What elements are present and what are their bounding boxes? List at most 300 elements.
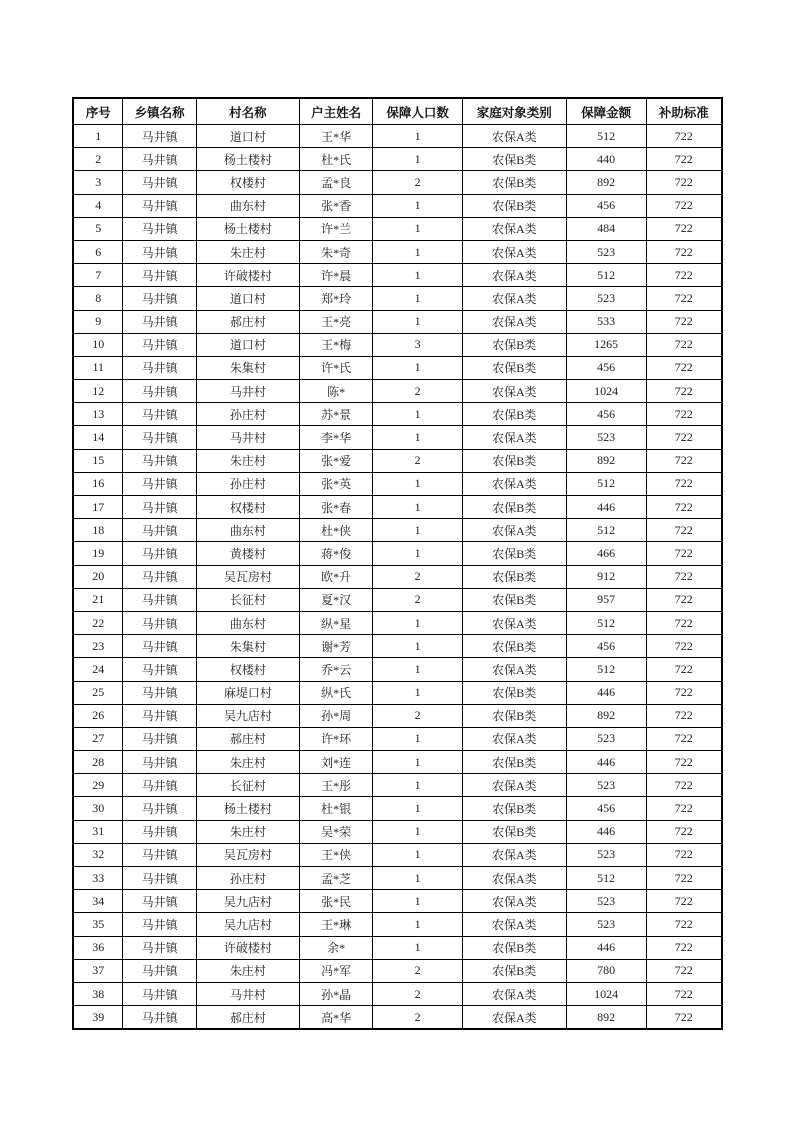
table-cell: 2	[373, 171, 463, 194]
table-cell: 456	[566, 797, 646, 820]
table-cell: 7	[73, 264, 123, 287]
table-cell: 孙*晶	[299, 982, 372, 1005]
table-cell: 曲东村	[196, 519, 299, 542]
table-cell: 马井镇	[123, 936, 196, 959]
table-cell: 冯*军	[299, 959, 372, 982]
table-row	[73, 449, 722, 472]
table-cell: 30	[73, 797, 123, 820]
table-cell: 张*春	[299, 496, 372, 519]
table-cell: 24	[73, 658, 123, 681]
table-cell: 12	[73, 380, 123, 403]
table-cell: 5	[73, 217, 123, 240]
table-row	[73, 125, 722, 148]
table-cell: 3	[73, 171, 123, 194]
table-cell: 25	[73, 681, 123, 704]
table-cell: 农保B类	[462, 588, 566, 611]
table-row	[73, 751, 722, 774]
table-cell: 马井镇	[123, 704, 196, 727]
table-cell: 农保A类	[462, 426, 566, 449]
table-cell: 权楼村	[196, 171, 299, 194]
table-cell: 农保B类	[462, 797, 566, 820]
table-cell: 1	[373, 843, 463, 866]
table-cell: 1	[373, 496, 463, 519]
table-cell: 许*氏	[299, 356, 372, 379]
table-row	[73, 982, 722, 1005]
table-cell: 郝庄村	[196, 1006, 299, 1030]
table-cell: 31	[73, 820, 123, 843]
table-cell: 农保B类	[462, 496, 566, 519]
table-cell: 乔*云	[299, 658, 372, 681]
table-cell: 马井村	[196, 380, 299, 403]
table-row	[73, 704, 722, 727]
table-cell: 道口村	[196, 287, 299, 310]
table-cell: 杜*侠	[299, 519, 372, 542]
table-cell: 农保A类	[462, 125, 566, 148]
table-cell: 892	[566, 449, 646, 472]
table-cell: 2	[373, 704, 463, 727]
table-cell: 446	[566, 681, 646, 704]
table-cell: 马井镇	[123, 380, 196, 403]
column-header: 保障人口数	[373, 98, 463, 125]
table-cell: 446	[566, 496, 646, 519]
table-cell: 722	[646, 264, 722, 287]
table-cell: 马井镇	[123, 287, 196, 310]
table-cell: 15	[73, 449, 123, 472]
table-cell: 4	[73, 194, 123, 217]
table-cell: 黄楼村	[196, 542, 299, 565]
table-cell: 446	[566, 751, 646, 774]
table-cell: 1	[373, 681, 463, 704]
table-cell: 郝庄村	[196, 727, 299, 750]
table-cell: 许*晨	[299, 264, 372, 287]
table-cell: 农保A类	[462, 310, 566, 333]
table-cell: 李*华	[299, 426, 372, 449]
table-cell: 722	[646, 519, 722, 542]
table-cell: 512	[566, 472, 646, 495]
table-cell: 许破楼村	[196, 936, 299, 959]
table-cell: 456	[566, 635, 646, 658]
table-cell: 杨土楼村	[196, 148, 299, 171]
table-cell: 1	[373, 727, 463, 750]
table-cell: 马井镇	[123, 449, 196, 472]
table-cell: 722	[646, 217, 722, 240]
table-cell: 吴九店村	[196, 913, 299, 936]
table-cell: 722	[646, 797, 722, 820]
table-cell: 26	[73, 704, 123, 727]
table-cell: 512	[566, 867, 646, 890]
table-cell: 马井镇	[123, 982, 196, 1005]
table-cell: 朱*奇	[299, 240, 372, 263]
table-cell: 28	[73, 751, 123, 774]
table-cell: 1	[373, 774, 463, 797]
table-cell: 1	[373, 519, 463, 542]
table-cell: 曲东村	[196, 611, 299, 634]
table-cell: 蒋*俊	[299, 542, 372, 565]
table-cell: 33	[73, 867, 123, 890]
table-cell: 马井镇	[123, 356, 196, 379]
table-cell: 456	[566, 403, 646, 426]
table-cell: 权楼村	[196, 658, 299, 681]
table-cell: 1024	[566, 982, 646, 1005]
table-cell: 高*华	[299, 1006, 372, 1030]
table-cell: 722	[646, 472, 722, 495]
table-row	[73, 356, 722, 379]
table-cell: 10	[73, 333, 123, 356]
table-cell: 马井村	[196, 426, 299, 449]
table-cell: 523	[566, 287, 646, 310]
table-cell: 马井镇	[123, 890, 196, 913]
table-cell: 农保B类	[462, 148, 566, 171]
table-cell: 马井镇	[123, 658, 196, 681]
table-cell: 1	[373, 635, 463, 658]
table-cell: 22	[73, 611, 123, 634]
table-cell: 马井镇	[123, 588, 196, 611]
table-cell: 许*兰	[299, 217, 372, 240]
table-row	[73, 867, 722, 890]
table-cell: 王*亮	[299, 310, 372, 333]
table-row	[73, 310, 722, 333]
table-cell: 长征村	[196, 774, 299, 797]
table-cell: 马井镇	[123, 264, 196, 287]
table-row	[73, 240, 722, 263]
table-cell: 农保A类	[462, 658, 566, 681]
table-cell: 马井镇	[123, 843, 196, 866]
table-cell: 3	[373, 333, 463, 356]
table-cell: 722	[646, 843, 722, 866]
table-cell: 夏*汉	[299, 588, 372, 611]
table-cell: 刘*连	[299, 751, 372, 774]
table-cell: 13	[73, 403, 123, 426]
table-cell: 张*民	[299, 890, 372, 913]
table-cell: 农保B类	[462, 751, 566, 774]
table-cell: 722	[646, 982, 722, 1005]
table-cell: 23	[73, 635, 123, 658]
table-cell: 32	[73, 843, 123, 866]
table-row	[73, 403, 722, 426]
table-cell: 523	[566, 890, 646, 913]
table-cell: 马井镇	[123, 867, 196, 890]
subsidy-table	[72, 97, 723, 1030]
table-cell: 长征村	[196, 588, 299, 611]
table-cell: 余*	[299, 936, 372, 959]
table-row	[73, 333, 722, 356]
table-row	[73, 519, 722, 542]
table-cell: 523	[566, 727, 646, 750]
table-cell: 农保A类	[462, 519, 566, 542]
column-header: 乡镇名称	[123, 98, 196, 125]
table-cell: 1	[373, 751, 463, 774]
table-cell: 1	[373, 890, 463, 913]
table-cell: 722	[646, 704, 722, 727]
table-cell: 523	[566, 913, 646, 936]
table-cell: 农保B类	[462, 681, 566, 704]
table-cell: 1024	[566, 380, 646, 403]
table-cell: 王*华	[299, 125, 372, 148]
table-cell: 1	[373, 611, 463, 634]
table-cell: 1	[373, 287, 463, 310]
table-cell: 35	[73, 913, 123, 936]
table-cell: 892	[566, 1006, 646, 1030]
table-cell: 农保B类	[462, 704, 566, 727]
table-cell: 农保A类	[462, 982, 566, 1005]
table-cell: 农保A类	[462, 472, 566, 495]
table-cell: 17	[73, 496, 123, 519]
table-cell: 农保A类	[462, 380, 566, 403]
table-cell: 农保B类	[462, 333, 566, 356]
table-cell: 2	[373, 959, 463, 982]
table-cell: 1	[373, 913, 463, 936]
table-cell: 18	[73, 519, 123, 542]
table-cell: 张*香	[299, 194, 372, 217]
table-cell: 吴瓦房村	[196, 565, 299, 588]
table-cell: 杨土楼村	[196, 217, 299, 240]
table-cell: 722	[646, 867, 722, 890]
table-cell: 吴九店村	[196, 704, 299, 727]
table-cell: 农保A类	[462, 264, 566, 287]
table-cell: 37	[73, 959, 123, 982]
table-cell: 722	[646, 194, 722, 217]
table-row	[73, 194, 722, 217]
table-row	[73, 635, 722, 658]
table-cell: 农保B类	[462, 635, 566, 658]
table-cell: 欧*升	[299, 565, 372, 588]
table-cell: 523	[566, 843, 646, 866]
table-cell: 马井镇	[123, 774, 196, 797]
table-cell: 1	[373, 148, 463, 171]
table-cell: 权楼村	[196, 496, 299, 519]
table-cell: 523	[566, 426, 646, 449]
table-cell: 27	[73, 727, 123, 750]
table-cell: 722	[646, 403, 722, 426]
table-cell: 892	[566, 704, 646, 727]
table-cell: 朱庄村	[196, 820, 299, 843]
table-cell: 1	[73, 125, 123, 148]
table-cell: 2	[73, 148, 123, 171]
table-cell: 722	[646, 333, 722, 356]
table-cell: 马井镇	[123, 333, 196, 356]
table-cell: 马井镇	[123, 565, 196, 588]
table-cell: 722	[646, 240, 722, 263]
table-cell: 王*梅	[299, 333, 372, 356]
table-cell: 523	[566, 774, 646, 797]
table-cell: 马井镇	[123, 727, 196, 750]
table-cell: 农保B类	[462, 565, 566, 588]
table-cell: 446	[566, 820, 646, 843]
table-cell: 512	[566, 658, 646, 681]
table-row	[73, 542, 722, 565]
table-cell: 484	[566, 217, 646, 240]
table-row	[73, 959, 722, 982]
table-cell: 道口村	[196, 125, 299, 148]
table-cell: 农保B类	[462, 820, 566, 843]
table-cell: 29	[73, 774, 123, 797]
table-cell: 马井镇	[123, 426, 196, 449]
table-cell: 1	[373, 194, 463, 217]
table-row	[73, 148, 722, 171]
table-cell: 马井村	[196, 982, 299, 1005]
table-cell: 1	[373, 356, 463, 379]
column-header: 保障金额	[566, 98, 646, 125]
table-cell: 2	[373, 380, 463, 403]
table-cell: 722	[646, 148, 722, 171]
table-cell: 9	[73, 310, 123, 333]
table-row	[73, 774, 722, 797]
table-cell: 38	[73, 982, 123, 1005]
table-cell: 722	[646, 380, 722, 403]
table-cell: 2	[373, 1006, 463, 1030]
table-cell: 722	[646, 588, 722, 611]
table-cell: 马井镇	[123, 681, 196, 704]
table-cell: 722	[646, 890, 722, 913]
table-row	[73, 287, 722, 310]
table-cell: 1	[373, 820, 463, 843]
table-cell: 纵*氏	[299, 681, 372, 704]
table-cell: 8	[73, 287, 123, 310]
table-row	[73, 611, 722, 634]
table-cell: 21	[73, 588, 123, 611]
column-header: 村名称	[196, 98, 299, 125]
table-row	[73, 171, 722, 194]
table-row	[73, 797, 722, 820]
table-row	[73, 681, 722, 704]
table-cell: 王*侠	[299, 843, 372, 866]
column-header: 补助标准	[646, 98, 722, 125]
table-cell: 农保B类	[462, 542, 566, 565]
table-cell: 农保A类	[462, 727, 566, 750]
table-cell: 吴瓦房村	[196, 843, 299, 866]
table-cell: 孟*芝	[299, 867, 372, 890]
table-cell: 722	[646, 496, 722, 519]
table-cell: 麻堤口村	[196, 681, 299, 704]
table-row	[73, 913, 722, 936]
header-row	[73, 98, 722, 125]
table-cell: 446	[566, 936, 646, 959]
table-cell: 吴九店村	[196, 890, 299, 913]
table-cell: 39	[73, 1006, 123, 1030]
table-cell: 农保B类	[462, 194, 566, 217]
table-cell: 杜*银	[299, 797, 372, 820]
table-cell: 2	[373, 449, 463, 472]
table-cell: 许破楼村	[196, 264, 299, 287]
table-row	[73, 890, 722, 913]
table-cell: 1	[373, 658, 463, 681]
table-cell: 722	[646, 913, 722, 936]
table-cell: 2	[373, 565, 463, 588]
table-cell: 722	[646, 565, 722, 588]
table-cell: 杜*氏	[299, 148, 372, 171]
table-cell: 农保A类	[462, 217, 566, 240]
table-row	[73, 588, 722, 611]
table-cell: 许*环	[299, 727, 372, 750]
table-cell: 722	[646, 959, 722, 982]
table-row	[73, 820, 722, 843]
table-cell: 农保B类	[462, 936, 566, 959]
table-cell: 512	[566, 125, 646, 148]
table-cell: 陈*	[299, 380, 372, 403]
table-cell: 533	[566, 310, 646, 333]
table-cell: 马井镇	[123, 751, 196, 774]
table-cell: 16	[73, 472, 123, 495]
table-cell: 孙*周	[299, 704, 372, 727]
table-cell: 1	[373, 867, 463, 890]
table-row	[73, 658, 722, 681]
table-cell: 农保B类	[462, 356, 566, 379]
table-cell: 1	[373, 936, 463, 959]
table-cell: 农保A类	[462, 867, 566, 890]
table-cell: 马井镇	[123, 240, 196, 263]
table-cell: 农保A类	[462, 774, 566, 797]
table-cell: 农保B类	[462, 449, 566, 472]
table-cell: 20	[73, 565, 123, 588]
table-cell: 农保B类	[462, 403, 566, 426]
table-cell: 1	[373, 542, 463, 565]
table-cell: 苏*景	[299, 403, 372, 426]
table-row	[73, 936, 722, 959]
table-cell: 谢*芳	[299, 635, 372, 658]
table-cell: 466	[566, 542, 646, 565]
table-cell: 农保A类	[462, 843, 566, 866]
table-cell: 512	[566, 264, 646, 287]
table-cell: 曲东村	[196, 194, 299, 217]
table-cell: 957	[566, 588, 646, 611]
table-cell: 马井镇	[123, 496, 196, 519]
table-cell: 农保A类	[462, 287, 566, 310]
table-cell: 孙庄村	[196, 403, 299, 426]
table-cell: 1	[373, 125, 463, 148]
table-cell: 朱集村	[196, 356, 299, 379]
table-cell: 14	[73, 426, 123, 449]
table-row	[73, 1006, 722, 1030]
table-cell: 1	[373, 264, 463, 287]
table-cell: 722	[646, 635, 722, 658]
table-cell: 722	[646, 426, 722, 449]
table-cell: 道口村	[196, 333, 299, 356]
table-cell: 1265	[566, 333, 646, 356]
table-row	[73, 217, 722, 240]
table-cell: 农保B类	[462, 959, 566, 982]
table-cell: 朱庄村	[196, 240, 299, 263]
table-cell: 农保B类	[462, 171, 566, 194]
table-cell: 1	[373, 240, 463, 263]
table-cell: 王*彤	[299, 774, 372, 797]
table-cell: 36	[73, 936, 123, 959]
table-cell: 1	[373, 217, 463, 240]
table-cell: 农保A类	[462, 611, 566, 634]
table-cell: 1	[373, 310, 463, 333]
table-cell: 马井镇	[123, 611, 196, 634]
table-cell: 马井镇	[123, 913, 196, 936]
table-row	[73, 264, 722, 287]
table-cell: 456	[566, 356, 646, 379]
table-cell: 马井镇	[123, 194, 196, 217]
table-cell: 马井镇	[123, 472, 196, 495]
table-cell: 马井镇	[123, 310, 196, 333]
table-row	[73, 727, 722, 750]
table-cell: 农保A类	[462, 890, 566, 913]
table-cell: 1	[373, 426, 463, 449]
table-cell: 722	[646, 611, 722, 634]
table-cell: 2	[373, 588, 463, 611]
table-row	[73, 472, 722, 495]
table-row	[73, 843, 722, 866]
table-cell: 马井镇	[123, 820, 196, 843]
table-cell: 512	[566, 519, 646, 542]
table-cell: 722	[646, 774, 722, 797]
table-cell: 722	[646, 449, 722, 472]
table-cell: 马井镇	[123, 125, 196, 148]
table-row	[73, 565, 722, 588]
table-cell: 孙庄村	[196, 472, 299, 495]
